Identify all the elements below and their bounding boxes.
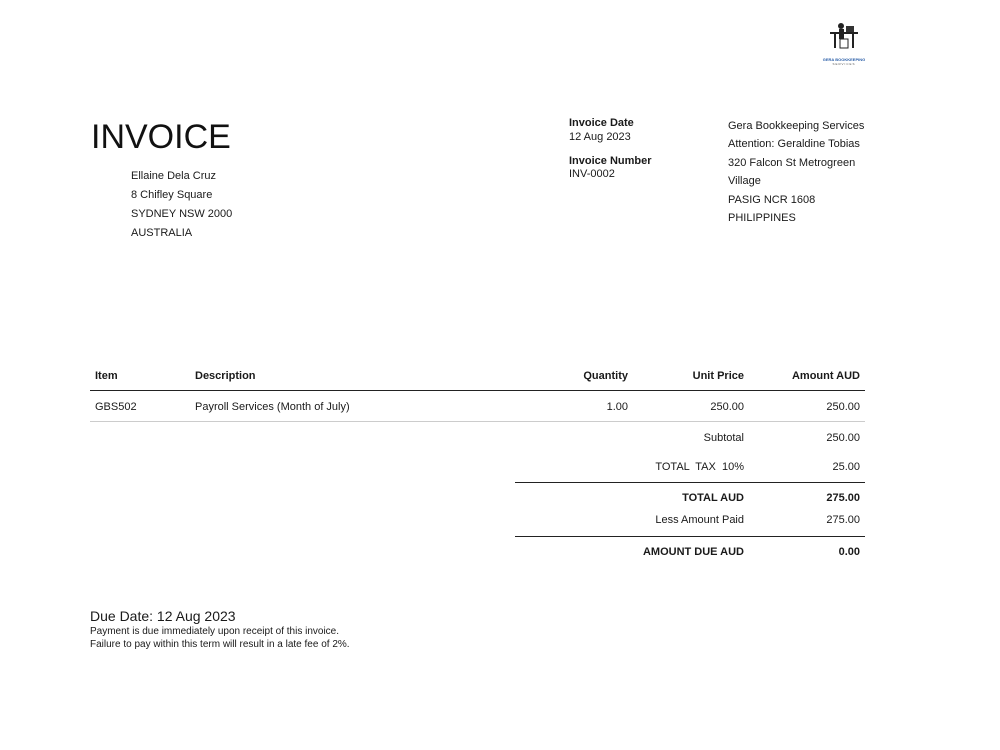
cell-quantity: 1.00 — [606, 401, 628, 413]
invoice-date: 12 Aug 2023 — [569, 131, 631, 143]
cell-item: GBS502 — [95, 401, 137, 413]
header-item: Item — [95, 370, 118, 382]
invoice-date-label: Invoice Date — [569, 117, 634, 129]
invoice-title: INVOICE — [91, 118, 231, 156]
from-line: 320 Falcon St Metrogreen — [728, 157, 856, 169]
from-line: Village — [728, 175, 761, 187]
due-divider — [515, 536, 865, 537]
logo-text: GERA BOOKKEEPING — [822, 57, 866, 62]
cell-amount: 250.00 — [826, 401, 860, 413]
from-line: PHILIPPINES — [728, 212, 796, 224]
cell-description: Payroll Services (Month of July) — [195, 401, 350, 413]
payment-terms: Payment is due immediately upon receipt of this invoice. — [90, 626, 340, 637]
invoice-number-label: Invoice Number — [569, 155, 652, 167]
header-unit-price: Unit Price — [692, 370, 744, 382]
cell-unit-price: 250.00 — [710, 401, 744, 413]
row-divider — [90, 421, 865, 422]
amount-due-value: 0.00 — [838, 546, 860, 558]
header-divider — [90, 390, 865, 391]
due-date: Due Date: 12 Aug 2023 — [90, 608, 236, 624]
logo-subtext: SERVICES — [832, 62, 856, 66]
company-logo — [812, 22, 876, 66]
amount-due-label: AMOUNT DUE AUD — [642, 546, 744, 558]
tax-value: 25.00 — [832, 461, 860, 473]
invoice-number: INV-0002 — [569, 168, 615, 180]
total-label: TOTAL AUD — [682, 492, 744, 504]
bill-to-line: 8 Chifley Square — [131, 189, 213, 201]
subtotal-value: 250.00 — [826, 432, 860, 444]
subtotal-label: Subtotal — [703, 432, 744, 444]
bill-to-line: SYDNEY NSW 2000 — [131, 208, 233, 220]
from-line: Attention: Geraldine Tobias — [728, 138, 860, 150]
late-fee-note: Failure to pay within this term will result in a late fee of 2%. — [90, 639, 350, 650]
header-amount: Amount AUD — [791, 370, 860, 382]
from-line: PASIG NCR 1608 — [728, 194, 816, 206]
paid-value: 275.00 — [826, 514, 860, 526]
bill-to-line: Ellaine Dela Cruz — [131, 170, 216, 182]
totals-divider — [515, 482, 865, 483]
total-value: 275.00 — [826, 492, 860, 504]
bill-to-line: AUSTRALIA — [131, 227, 193, 239]
header-quantity: Quantity — [583, 370, 628, 382]
desk-worker-icon — [812, 22, 876, 52]
header-description: Description — [195, 370, 256, 382]
paid-label: Less Amount Paid — [655, 514, 744, 526]
from-line: Gera Bookkeeping Services — [728, 120, 865, 132]
tax-label: TOTAL TAX 10% — [655, 461, 744, 473]
